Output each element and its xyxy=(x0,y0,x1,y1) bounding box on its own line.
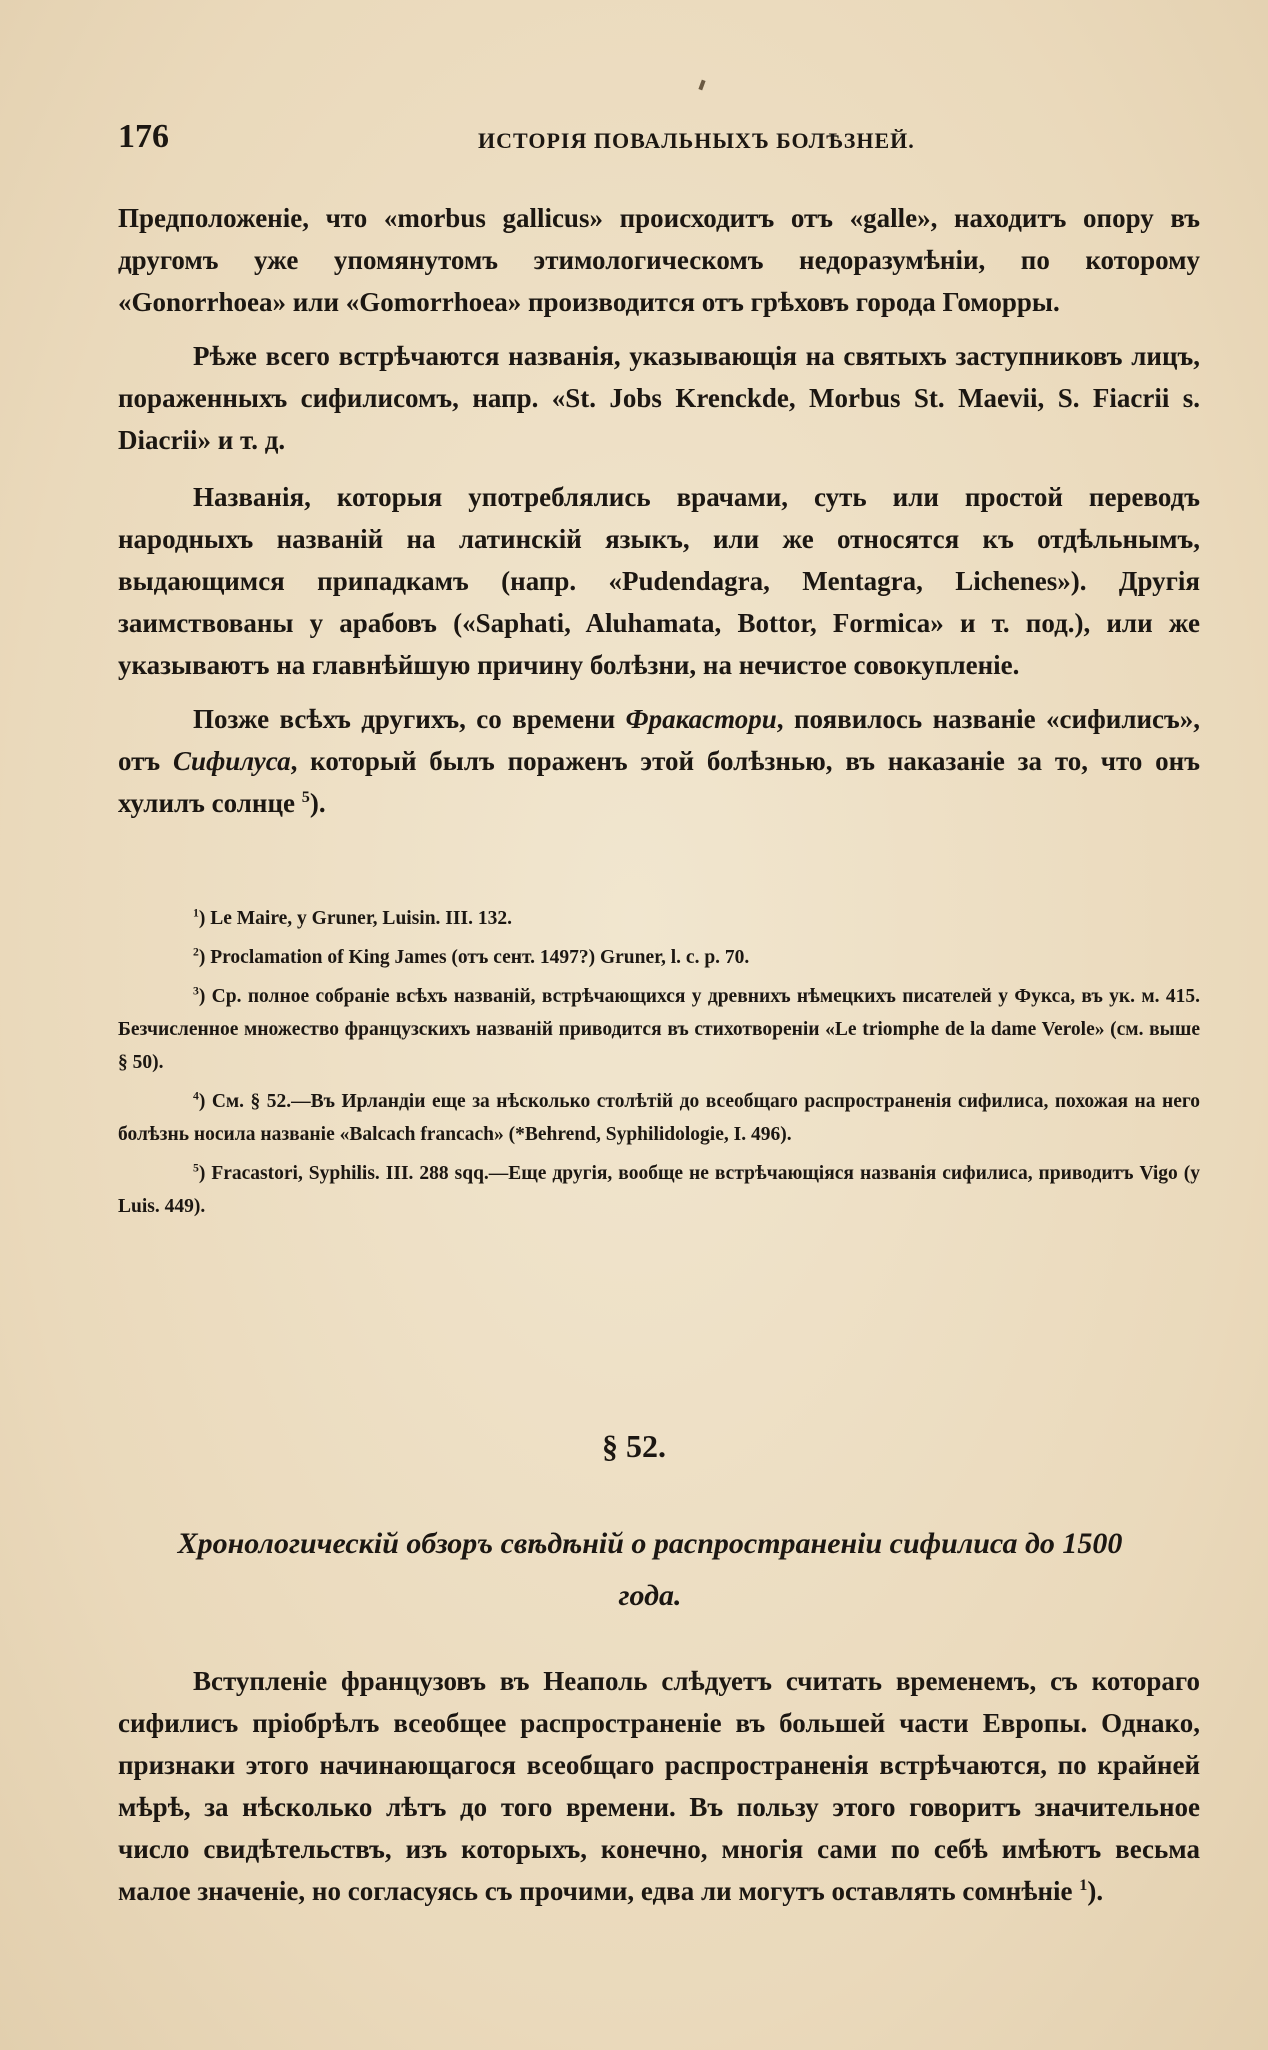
paragraph-physicians xyxy=(118,476,1200,686)
text-run: Позже всѣхъ другихъ, со времени xyxy=(193,704,626,734)
footnotes xyxy=(118,902,1200,1229)
page-number: 176 xyxy=(118,118,169,155)
text-run: Вступленіе французовъ въ Неаполь слѣдуетъ считать временемъ, съ котораго сифилисъ пріобрѣлъ всеобщее распространеніе въ большей части Европы. Однако, признаки этого начинающагося всеобщаго распространенія встрѣчаются, по крайней мѣрѣ, за нѣсколько лѣтъ до того времени. Въ пользу этого говоритъ значительное число свидѣтельствъ, изъ которыхъ, конечно, многія сами по себѣ имѣютъ весьма малое значеніе, но согласуясь съ прочими, едва ли могутъ оставлять сомнѣніе xyxy=(118,1666,1200,1906)
text-run: ). xyxy=(1087,1876,1104,1906)
text-run: , который былъ пораженъ этой болѣзнью, въ наказаніе за то, что онъ хулилъ солнце xyxy=(118,746,1200,818)
section-title: Хронологическій обзоръ свѣдѣній о распространеніи сифилиса до 1500 года. xyxy=(177,1527,1123,1612)
footnote-ref: 5 xyxy=(301,788,310,806)
footnote xyxy=(118,1157,1200,1223)
footnote xyxy=(118,941,1200,974)
paragraph-syphilis-name xyxy=(118,698,1200,824)
footnote-text: ) Le Maire, у Gruner, Luisin. III. 132. xyxy=(198,908,512,929)
footnote-ref: 1 xyxy=(1079,1876,1088,1894)
footnote-number: 1 xyxy=(193,906,199,920)
author-name: Фракастори xyxy=(625,704,777,734)
page-header xyxy=(118,118,1200,168)
footnote xyxy=(118,1085,1200,1151)
paragraph-naples xyxy=(118,1660,1200,1912)
footnote xyxy=(118,902,1200,935)
text-run: ). xyxy=(309,788,326,818)
footnote-number: 4 xyxy=(193,1089,199,1103)
footnote-number: 2 xyxy=(193,945,199,959)
paragraph-gallicus xyxy=(118,197,1200,323)
paragraph-text: Предположеніе, что «morbus gallicus» происходитъ отъ «galle», находитъ опору въ другомъ уже упомянутомъ этимологическомъ недоразумѣніи, по которому «Gonorrhoea» или «Gomorrhoea» производится отъ грѣховъ города Гоморры. xyxy=(118,203,1200,317)
paragraph-text: Названія, которыя употреблялись врачами, суть или простой переводъ народныхъ названій на латинскій языкъ, или же относятся къ отдѣльнымъ, выдающимся припадкамъ (напр. «Pudendagra, Mentagra, Lichenes»). Другія заимствованы у арабовъ («Saphati, Aluhamata, Bottor, Formica» и т. под.), или же указываютъ на главнѣйшую причину болѣзни, на нечистое совокупленіе. xyxy=(118,482,1200,680)
paragraph-text xyxy=(118,1660,1200,1912)
print-speck xyxy=(698,80,705,91)
footnote-text: ) Ср. полное собраніе всѣхъ названій, встрѣчающихся у древнихъ нѣмецкихъ писателей у Фукса, въ ук. м. 415. Безчисленное множество французскихъ названій приводится въ стихотвореніи «Le triomphe de la dame Verole» (см. выше § 50). xyxy=(118,986,1200,1073)
character-name: Сифилуса xyxy=(172,746,291,776)
footnote-number: 5 xyxy=(193,1161,199,1175)
paragraph-text: Рѣже всего встрѣчаются названія, указывающія на святыхъ заступниковъ лицъ, пораженныхъ сифилисомъ, напр. «St. Jobs Krenckde, Morbus St. Maevii, S. Fiacrii s. Diacrii» и т. д. xyxy=(118,341,1200,455)
section-number: § 52. xyxy=(602,1428,666,1464)
paragraph-text xyxy=(118,698,1200,824)
footnote-number: 3 xyxy=(193,984,199,998)
running-title: ИСТОРІЯ ПОВАЛЬНЫХЪ БОЛѢЗНЕЙ. xyxy=(478,128,915,153)
paragraph-saints xyxy=(118,335,1200,461)
text-run: , появилось названіе «сифилисъ», отъ xyxy=(118,704,1201,776)
footnote-text: ) Fracastori, Syphilis. III. 288 sqq.—Еще другія, вообще не встрѣчающіяся названія сифилиса, приводитъ Vigo (у Luis. 449). xyxy=(118,1163,1200,1217)
footnote-text: ) См. § 52.—Въ Ирландіи еще за нѣсколько столѣтій до всеобщаго распространенія сифилиса, похожая на него болѣзнь носила названіе «Balcach francach» (*Behrend, Syphilidologie, I. 496). xyxy=(118,1091,1200,1145)
footnote xyxy=(118,980,1200,1079)
footnote-text: ) Proclamation of King James (отъ сент. 1497?) Gruner, l. c. p. 70. xyxy=(198,947,750,968)
